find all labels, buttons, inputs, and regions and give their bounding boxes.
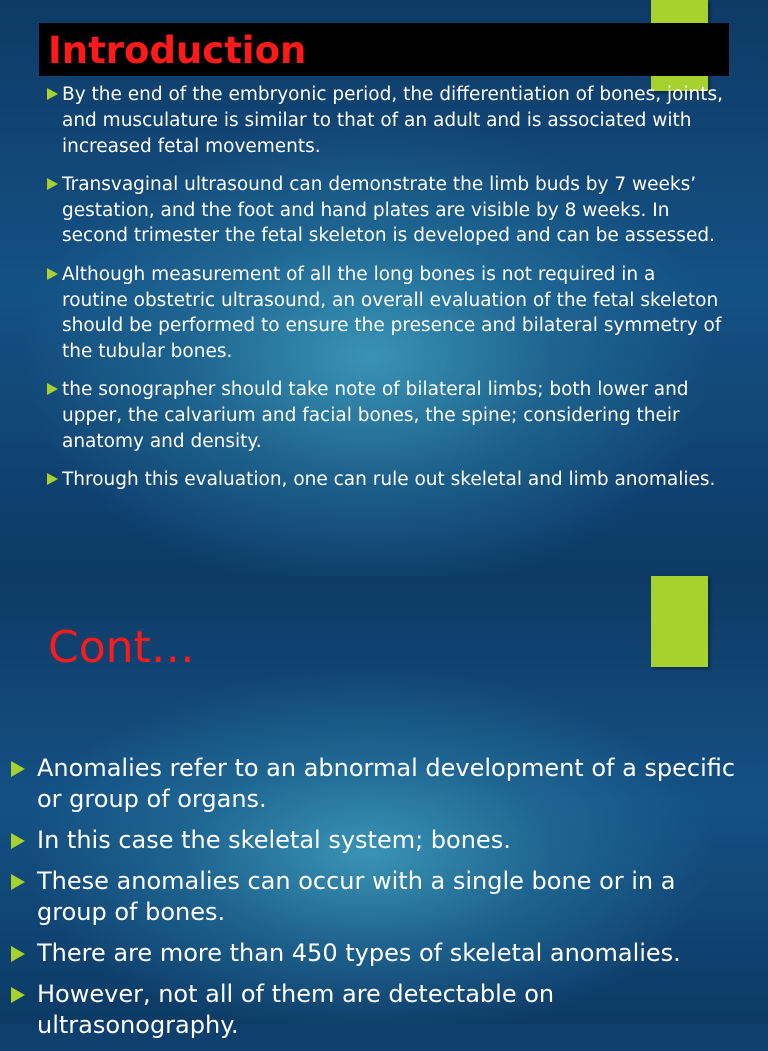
list-item: [8, 938, 748, 969]
list-item: [44, 377, 724, 454]
bullet-arrow-icon: [47, 268, 58, 280]
list-item: [8, 753, 748, 815]
bullet-arrow-icon: [11, 833, 25, 849]
bullet-list: [8, 753, 748, 1051]
accent-bar: [651, 576, 708, 667]
bullet-arrow-icon: [11, 987, 25, 1003]
list-item: [8, 825, 748, 856]
list-item: [8, 866, 748, 928]
bullet-arrow-icon: [47, 88, 58, 100]
list-item: [44, 172, 724, 249]
bullet-text: However, not all of them are detectable on ultrasonography.: [37, 980, 555, 1039]
bullet-arrow-icon: [11, 946, 25, 962]
bullet-text: There are more than 450 types of skeletal anomalies.: [37, 939, 681, 967]
bullet-text: Although measurement of all the long bones is not required in a routine obstetric ultrasound, an overall evaluation of the fetal skeleton should be performed to ensure the presence and bilateral symmetry of the tubular bones.: [62, 263, 722, 363]
bullet-text: By the end of the embryonic period, the differentiation of bones, joints, and musculature is similar to that of an adult and is associated with increased fetal movements.: [62, 84, 724, 157]
bullet-arrow-icon: [11, 874, 25, 890]
bullet-text: Transvaginal ultrasound can demonstrate the limb buds by 7 weeks’ gestation, and the foot and hand plates are visible by 8 weeks. In second trimester the fetal skeleton is developed and can be assessed.: [62, 173, 715, 247]
slide-title: Introduction: [48, 29, 307, 72]
bullet-arrow-icon: [47, 383, 58, 395]
list-item: [44, 82, 724, 159]
title-band: [39, 23, 729, 76]
bullet-text: In this case the skeletal system; bones.: [37, 826, 511, 854]
bullet-text: the sonographer should take note of bilateral limbs; both lower and upper, the calvarium and facial bones, the spine; considering their anatomy and density.: [62, 379, 689, 453]
list-item: [44, 467, 724, 493]
slide-cont: [0, 576, 768, 1039]
slide-title: Cont…: [48, 622, 195, 673]
bullet-text: Anomalies refer to an abnormal development of a specific or group of organs.: [37, 754, 736, 813]
list-item: [8, 979, 748, 1041]
bullet-text: Through this evaluation, one can rule out skeletal and limb anomalies.: [62, 469, 716, 491]
bullet-arrow-icon: [11, 761, 25, 777]
bullet-arrow-icon: [47, 473, 58, 485]
bullet-text: These anomalies can occur with a single bone or in a group of bones.: [37, 867, 676, 926]
bullet-arrow-icon: [47, 178, 58, 190]
bullet-list: [44, 82, 724, 506]
list-item: [44, 262, 724, 365]
